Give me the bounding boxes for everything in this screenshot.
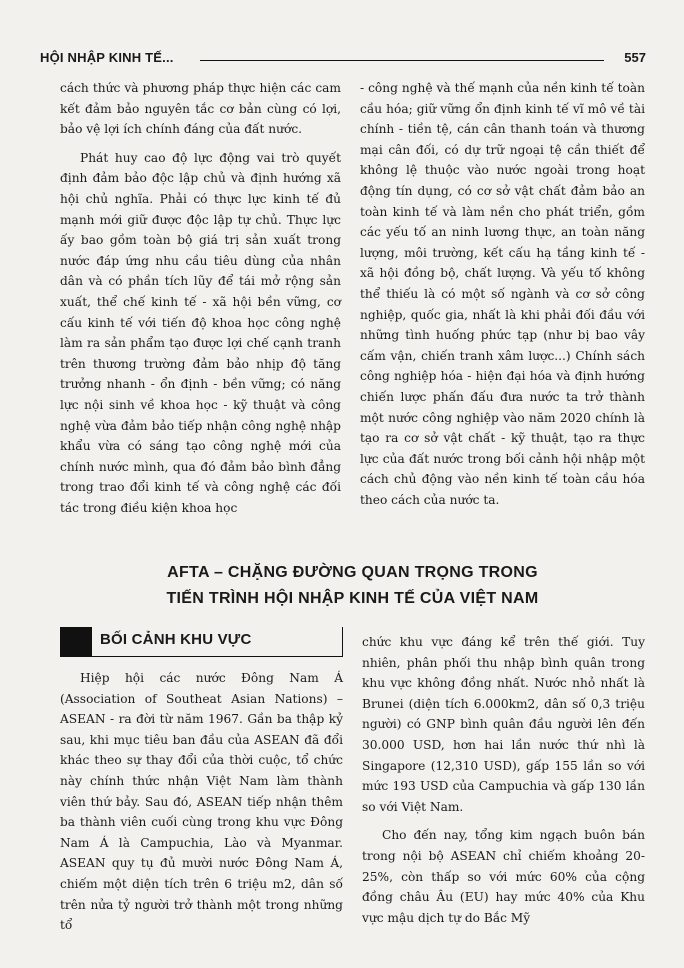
subsection-heading xyxy=(60,627,343,657)
paragraph: Hiệp hội các nước Đông Nam Á (Association of Southeat Asian Nations) – ASEAN - ra đời từ năm 1967. Gần ba thập kỷ sau, khi mục tiêu ban đầu của ASEAN đã đổi khác theo sự thay đổi của thời cuộc, tổ chức này chính thức nhận Việt Nam làm thành viên thứ bảy. Sau đó, ASEAN tiếp nhận thêm ba thành viên cuối cùng trong khu vực Đông Nam Á là Campuchia, Lào và Myanmar. ASEAN quy tụ đủ mười nước Đông Nam Á, chiếm một diện tích trên 6 triệu m2, dân số trên nửa tỷ người trở thành một trong những tổ xyxy=(60,671,343,933)
heading-right-bar xyxy=(342,627,343,657)
running-title: HỘI NHẬP KINH TẾ... xyxy=(40,50,174,65)
paragraph: Cho đến nay, tổng kim ngạch buôn bán trong nội bộ ASEAN chỉ chiếm khoảng 20-25%, còn thấp so với mức 60% của cộng đồng châu Âu (EU) hay mức 40% của Khu vực mậu dịch tự do Bắc Mỹ xyxy=(362,828,645,925)
section-title-line-1: AFTA – CHẶNG ĐƯỜNG QUAN TRỌNG TRONG xyxy=(167,564,538,581)
heading-underline xyxy=(92,656,343,657)
bottom-right-column xyxy=(362,632,645,928)
paragraph: cách thức và phương pháp thực hiện các cam kết đảm bảo nguyên tắc cơ bản cùng có lợi, bảo vệ lợi ích chính đáng của đất nước. xyxy=(60,81,341,137)
subsection-title: BỐI CẢNH KHU VỰC xyxy=(100,631,252,648)
page-number: 557 xyxy=(624,50,646,65)
paragraph: - công nghệ và thế mạnh của nền kinh tế toàn cầu hóa; giữ vững ổn định kinh tế vĩ mô về tài chính - tiền tệ, cán cân thanh toán và thương mại cân đối, có dự trữ ngoại tệ cần thiết để không lệ thuộc vào nước ngoài trong hoạt động tín dụng, có cơ sở vật chất đảm bảo an toàn kinh tế và làm nền cho phát triển, gồm các yếu tố an ninh lương thực, an toàn năng lượng, môi trường, kết cấu hạ tầng kinh tế - xã hội đồng bộ, chất lượng. Và yếu tố không thể thiếu là có một số ngành và cơ sở công nghiệp, quốc gia, nhất là khi phải đối đầu với những tình huống phức tạp (như bị bao vây cấm vận, chiến tranh xâm lược...) Chính sách công nghiệp hóa - hiện đại hóa và định hướng chiến lược phấn đấu đưa nước ta trở thành một nước công nghiệp vào năm 2020 chính là tạo ra cơ sở vật chất - kỹ thuật, tạo ra thực lực của đất nước trong bối cảnh hội nhập một cách chủ động vào nền kinh tế toàn cầu hóa theo cách của nước ta. xyxy=(360,81,645,507)
paragraph: Phát huy cao độ lực động vai trò quyết định đảm bảo độc lập chủ và định hướng xã hội chủ nghĩa. Phải có thực lực kinh tế đủ mạnh mới giữ được độc lập tự chủ. Thực lực ấy bao gồm toàn bộ giá trị sản xuất trong nước đáp ứng nhu cầu tiêu dùng của nhân dân và có phần tích lũy để tái mở rộng sản xuất, thể chế kinh tế - xã hội bền vững, cơ cấu kinh tế với tiến độ khoa học công nghệ làm ra sản phẩm tạo được lợi chế cạnh tranh trên thương trường đảm bảo nhịp độ tăng trưởng nhanh - ổn định - bền vững; có năng lực nội sinh về khoa học - kỹ thuật và công nghệ vừa đảm bảo tiếp nhận công nghệ nhập khẩu vừa có sáng tạo công nghệ mới của chính nước mình, qua đó đảm bảo bình đẳng trong trao đổi kinh tế và công nghệ các đối tác trong điều kiện khoa học xyxy=(60,150,341,515)
top-right-column xyxy=(360,78,645,510)
paragraph: chức khu vực đáng kể trên thế giới. Tuy nhiên, phân phối thu nhập bình quân trong khu vực không đồng nhất. Nước nhỏ nhất là Brunei (diện tích 6.000km2, dân số 0,3 triệu người) có GNP bình quân đầu người lên đến 30.000 USD, hơn hai lần nước thứ nhì là Singapore (12,310 USD), gấp 155 lần so với mức 193 USD của Campuchia và gấp 130 lần so với Việt Nam. xyxy=(362,635,645,814)
header-rule xyxy=(200,60,604,61)
heading-marker-block xyxy=(60,627,92,657)
running-header xyxy=(40,50,646,72)
bottom-left-column xyxy=(60,668,343,936)
section-title-line-2: TIẾN TRÌNH HỘI NHẬP KINH TẾ CỦA VIỆT NAM xyxy=(166,590,539,607)
section-title xyxy=(60,560,645,612)
top-left-column xyxy=(60,78,341,518)
